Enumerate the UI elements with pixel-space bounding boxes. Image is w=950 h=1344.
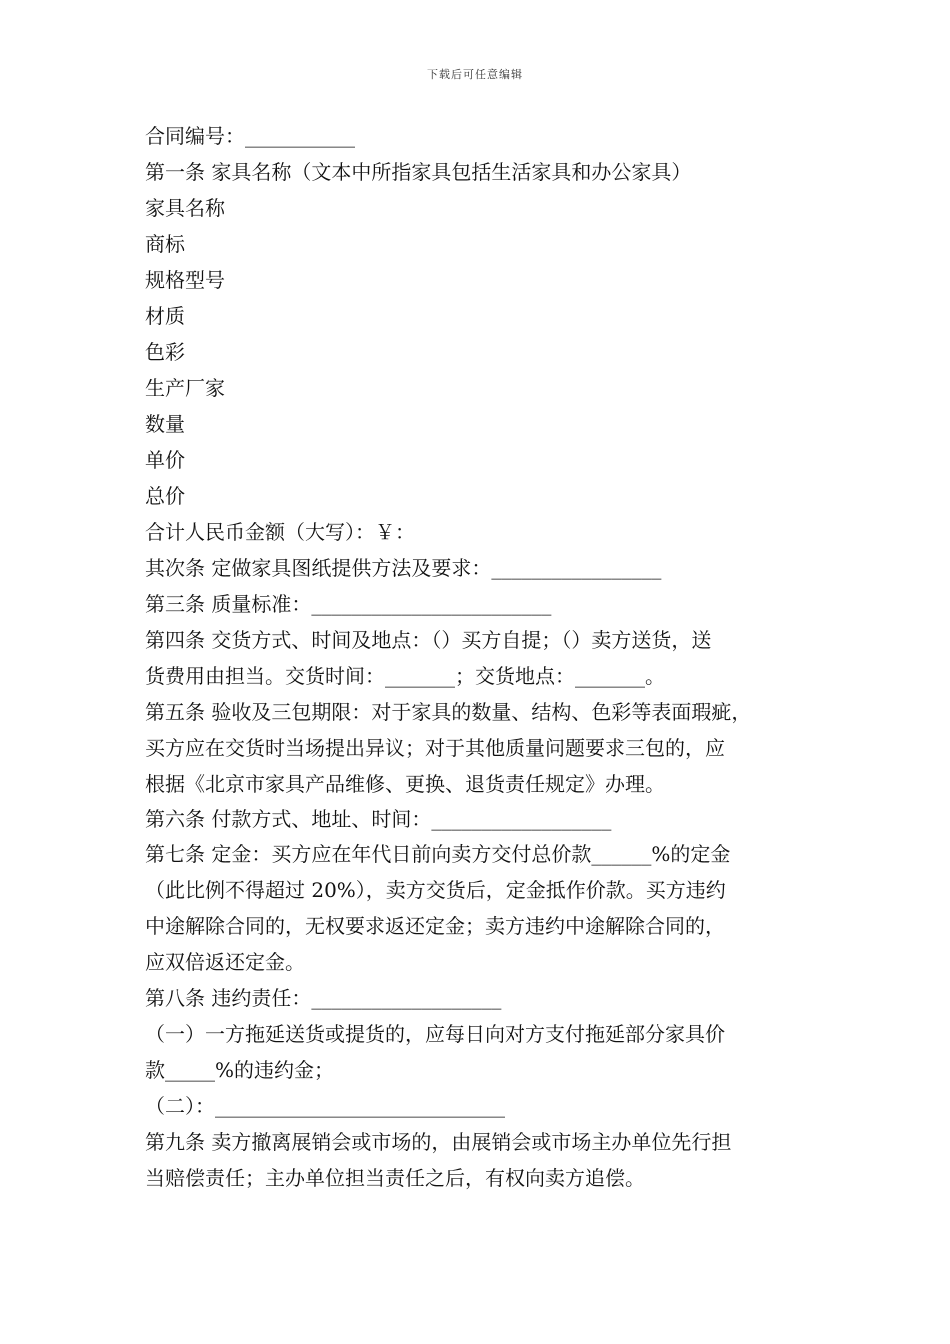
field-furniture-name: 家具名称 — [145, 196, 225, 220]
article-4-line-1: 第四条 交货方式、时间及地点：（）买方自提；（）卖方送货，送 — [145, 628, 712, 652]
article-3: 第三条 质量标准：________________________ — [145, 592, 552, 616]
page-header-note: 下载后可任意编辑 — [427, 68, 523, 81]
article-7-line-4: 应双倍返还定金。 — [145, 950, 305, 974]
field-unit-price: 单价 — [145, 448, 185, 472]
article-8-item-1-line-1: （一）一方拖延送货或提货的，应每日向对方支付拖延部分家具价 — [145, 1022, 725, 1046]
field-spec-model: 规格型号 — [145, 268, 225, 292]
field-total-price: 总价 — [145, 484, 185, 508]
field-quantity: 数量 — [145, 412, 185, 436]
contract-number-line: 合同编号：___________ — [145, 124, 355, 148]
article-7-line-1: 第七条 定金：买方应在年代日前向卖方交付总价款______%的定金 — [145, 842, 731, 866]
article-1-heading: 第一条 家具名称（文本中所指家具包括生活家具和办公家具） — [145, 160, 692, 184]
article-5-line-2: 买方应在交货时当场提出异议；对于其他质量问题要求三包的，应 — [145, 736, 725, 760]
article-9-line-2: 当赔偿责任；主办单位担当责任之后，有权向卖方追偿。 — [145, 1166, 645, 1190]
contract-body — [145, 118, 835, 1196]
field-manufacturer: 生产厂家 — [145, 376, 225, 400]
article-2: 其次条 定做家具图纸提供方法及要求：_________________ — [145, 556, 662, 580]
article-8-item-1-line-2: 款_____%的违约金； — [145, 1058, 335, 1082]
field-color: 色彩 — [145, 340, 185, 364]
article-8: 第八条 违约责任：___________________ — [145, 986, 502, 1010]
field-trademark: 商标 — [145, 232, 185, 256]
field-total-amount-rmb: 合计人民币金额（大写）：￥： — [145, 520, 415, 544]
article-7-line-2: （此比例不得超过 20%），卖方交货后，定金抵作价款。买方违约 — [145, 878, 726, 902]
article-7-line-3: 中途解除合同的，无权要求返还定金；卖方违约中途解除合同的， — [145, 914, 725, 938]
article-8-item-2: （二）：_____________________________ — [145, 1094, 505, 1118]
article-4-line-2: 货费用由担当。交货时间：_______；交货地点：_______。 — [145, 664, 665, 688]
article-9-line-1: 第九条 卖方撤离展销会或市场的，由展销会或市场主办单位先行担 — [145, 1130, 732, 1154]
article-5-line-1: 第五条 验收及三包期限：对于家具的数量、结构、色彩等表面瑕疵， — [145, 700, 752, 724]
article-5-line-3: 根据《北京市家具产品维修、更换、退货责任规定》办理。 — [145, 772, 665, 796]
field-material: 材质 — [145, 304, 185, 328]
article-6: 第六条 付款方式、地址、时间：__________________ — [145, 807, 612, 831]
